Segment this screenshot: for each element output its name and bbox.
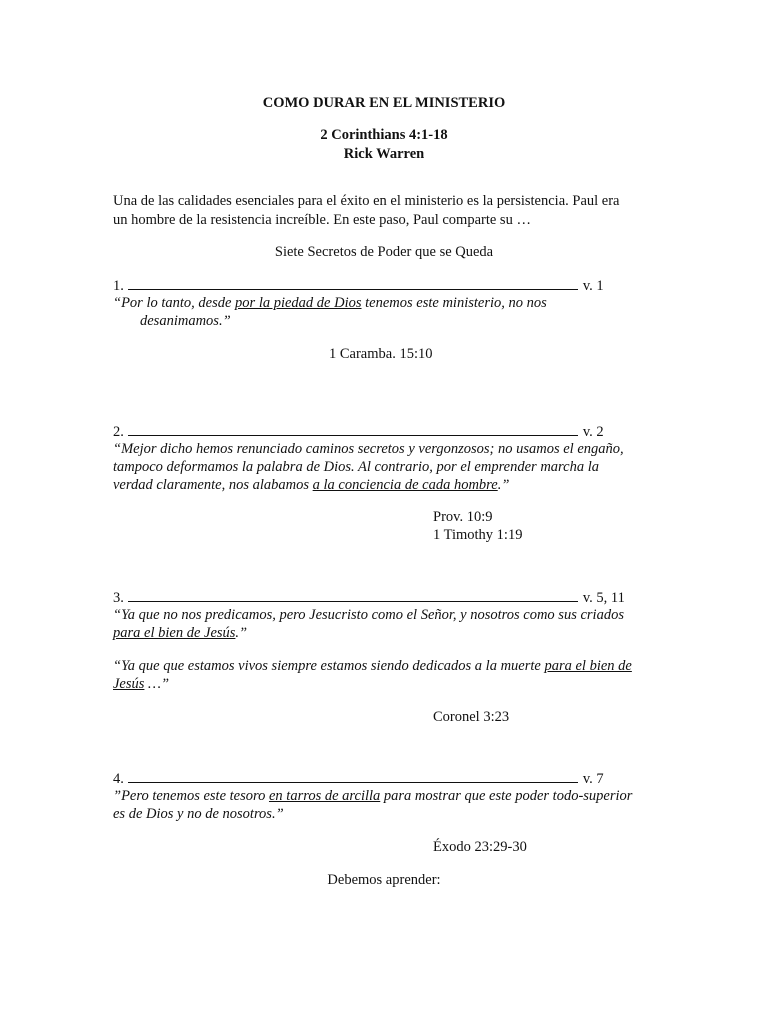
point-1-verse: v. 1 xyxy=(582,278,604,294)
point-3-quote-line-4: Jesús …” xyxy=(113,676,170,692)
point-3-line xyxy=(113,588,625,607)
point-3-verse: v. 5, 11 xyxy=(582,590,625,606)
point-1-quote-line-2: desanimamos.” xyxy=(140,313,231,329)
point-3-emphasis-1: para el bien de Jesús xyxy=(113,625,236,641)
scripture-passage: 2 Corinthians 4:1-18 xyxy=(320,127,448,143)
point-1-number: 1. xyxy=(113,278,124,294)
point-3-quote-line-3: “Ya que que estamos vivos siempre estamos siendo dedicados a la muerte para el bien de xyxy=(113,658,632,674)
point-2-quote-line-3: verdad claramente, nos alabamos a la conciencia de cada hombre.” xyxy=(113,477,510,493)
point-4-quote-line-1: ”Pero tenemos este tesoro en tarros de arcilla para mostrar que este poder todo-superior xyxy=(113,788,633,804)
point-2-quote-line-1: “Mejor dicho hemos renunciado caminos secretos y vergonzosos; no usamos el engaño, xyxy=(113,441,624,457)
point-2-reference-2: 1 Timothy 1:19 xyxy=(433,527,523,543)
point-4-blank xyxy=(128,769,578,783)
point-4-verse: v. 7 xyxy=(582,771,604,787)
author-name: Rick Warren xyxy=(343,146,425,162)
point-1-blank xyxy=(128,276,578,290)
point-2-quote-line-2: tampoco deformamos la palabra de Dios. Al contrario, por el emprender marcha la xyxy=(113,459,599,475)
point-4-reference: Éxodo 23:29-30 xyxy=(433,839,527,855)
point-3-number: 3. xyxy=(113,590,124,606)
point-4-number: 4. xyxy=(113,771,124,787)
point-1-emphasis: por la piedad de Dios xyxy=(235,295,362,311)
point-2-reference-1: Prov. 10:9 xyxy=(433,509,493,525)
point-1-reference: 1 Caramba. 15:10 xyxy=(329,346,433,362)
point-2-verse: v. 2 xyxy=(582,424,604,440)
intro-line-1: Una de las calidades esenciales para el éxito en el ministerio es la persistencia. Paul era xyxy=(113,193,620,209)
page-title: COMO DURAR EN EL MINISTERIO xyxy=(262,95,506,111)
point-3-emphasis-3: Jesús xyxy=(113,676,145,692)
section-heading: Siete Secretos de Poder que se Queda xyxy=(274,244,494,260)
point-3-emphasis-2: para el bien de xyxy=(544,658,632,674)
point-2-blank xyxy=(128,422,578,436)
point-1-line xyxy=(113,276,604,295)
closing-prompt: Debemos aprender: xyxy=(327,872,441,888)
point-4-quote-line-2: es de Dios y no de nosotros.” xyxy=(113,806,284,822)
point-3-quote-line-1: “Ya que no nos predicamos, pero Jesucristo como el Señor, y nosotros como sus criados xyxy=(113,607,624,623)
point-4-emphasis: en tarros de arcilla xyxy=(268,788,381,804)
point-2-line xyxy=(113,422,604,441)
point-2-emphasis: a la conciencia de cada hombre xyxy=(312,477,498,493)
point-3-quote-line-2: para el bien de Jesús.” xyxy=(113,625,248,641)
intro-line-2: un hombre de la resistencia increíble. En este paso, Paul comparte su … xyxy=(113,212,531,228)
point-3-blank xyxy=(128,588,578,602)
point-4-line xyxy=(113,769,604,788)
point-1-quote-line-1: “Por lo tanto, desde por la piedad de Dios tenemos este ministerio, no nos xyxy=(113,295,547,311)
point-3-reference: Coronel 3:23 xyxy=(433,709,510,725)
point-2-number: 2. xyxy=(113,424,124,440)
